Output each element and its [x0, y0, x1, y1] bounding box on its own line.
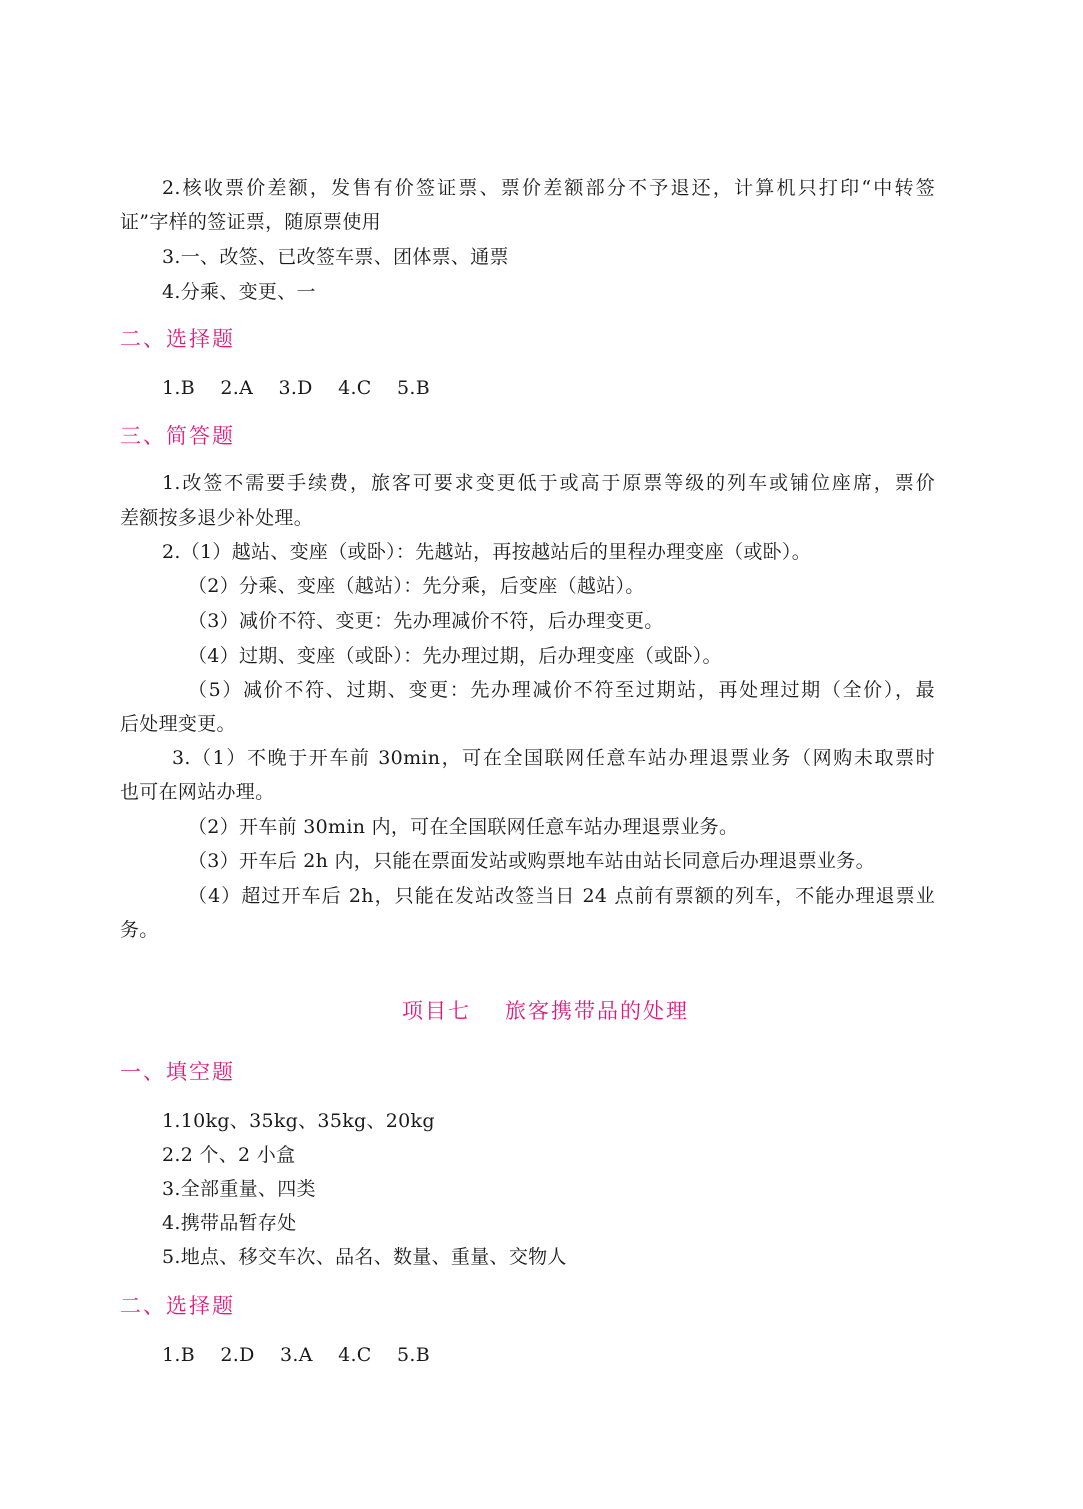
short-answer-1-line1: 1.改签不需要手续费，旅客可要求变更低于或高于原票等级的列车或铺位座席，票价 — [162, 472, 935, 494]
project-fill-answer-5: 5.地点、移交车次、品名、数量、重量、交物人 — [162, 1246, 567, 1268]
short-answer-2-2: （2）分乘、变座（越站）：先分乘，后变座（越站）。 — [188, 575, 645, 597]
short-answer-3-1-line1: 3.（1）不晚于开车前 30min，可在全国联网任意车站办理退票业务（网购未取票时 — [172, 747, 935, 769]
short-answer-2-4: （4）过期、变座（或卧）：先办理过期，后办理变座（或卧）。 — [188, 645, 722, 667]
project-fill-answer-2: 2.2 个、2 小盒 — [162, 1144, 296, 1166]
short-answer-2-3: （3）减价不符、变更：先办理减价不符，后办理变更。 — [188, 610, 664, 632]
short-answer-3-1-line2: 也可在网站办理。 — [120, 781, 275, 803]
short-answer-3-3: （3）开车后 2h 内，只能在票面发站或购票地车站由站长同意后办理退票业务。 — [188, 850, 875, 872]
fill-answer-2-line1: 2.核收票价差额，发售有价签证票、票价差额部分不予退还，计算机只打印“中转签 — [162, 177, 935, 199]
short-answer-2-1: 2.（1）越站、变座（或卧）：先越站，再按越站后的里程办理变座（或卧）。 — [162, 541, 812, 563]
short-answer-3-4-line2: 务。 — [120, 919, 159, 941]
fill-answer-4: 4.分乘、变更、一 — [162, 281, 316, 303]
fill-answer-3: 3.一、改签、已改签车票、团体票、通票 — [162, 246, 509, 268]
project-label: 项目七 — [402, 999, 471, 1023]
project-fill-answer-4: 4.携带品暂存处 — [162, 1212, 297, 1234]
short-answer-1-line2: 差额按多退少补处理。 — [120, 507, 314, 529]
project-choice-answers: 1.B 2.D 3.A 4.C 5.B — [162, 1344, 430, 1366]
short-answer-3-2: （2）开车前 30min 内，可在全国联网任意车站办理退票业务。 — [188, 816, 739, 838]
project-fill-answer-3: 3.全部重量、四类 — [162, 1178, 316, 1200]
choice-heading: 二、选择题 — [120, 327, 235, 351]
short-answer-2-5-line1: （5）减价不符、过期、变更：先办理减价不符至过期站，再处理过期（全价），最 — [188, 679, 935, 701]
project-fill-answer-1: 1.10kg、35kg、35kg、20kg — [162, 1110, 435, 1132]
fill-heading: 一、填空题 — [120, 1060, 235, 1084]
project-title — [402, 998, 689, 1024]
project-name: 旅客携带品的处理 — [505, 999, 689, 1023]
short-answer-3-4-line1: （4）超过开车后 2h，只能在发站改签当日 24 点前有票额的列车，不能办理退票业 — [188, 885, 935, 907]
choice-answers: 1.B 2.A 3.D 4.C 5.B — [162, 377, 430, 399]
short-answer-2-5-line2: 后处理变更。 — [120, 713, 236, 735]
fill-answer-2-line2: 证”字样的签证票，随原票使用 — [120, 211, 381, 233]
project-choice-heading: 二、选择题 — [120, 1294, 235, 1318]
short-answer-heading: 三、简答题 — [120, 424, 235, 448]
